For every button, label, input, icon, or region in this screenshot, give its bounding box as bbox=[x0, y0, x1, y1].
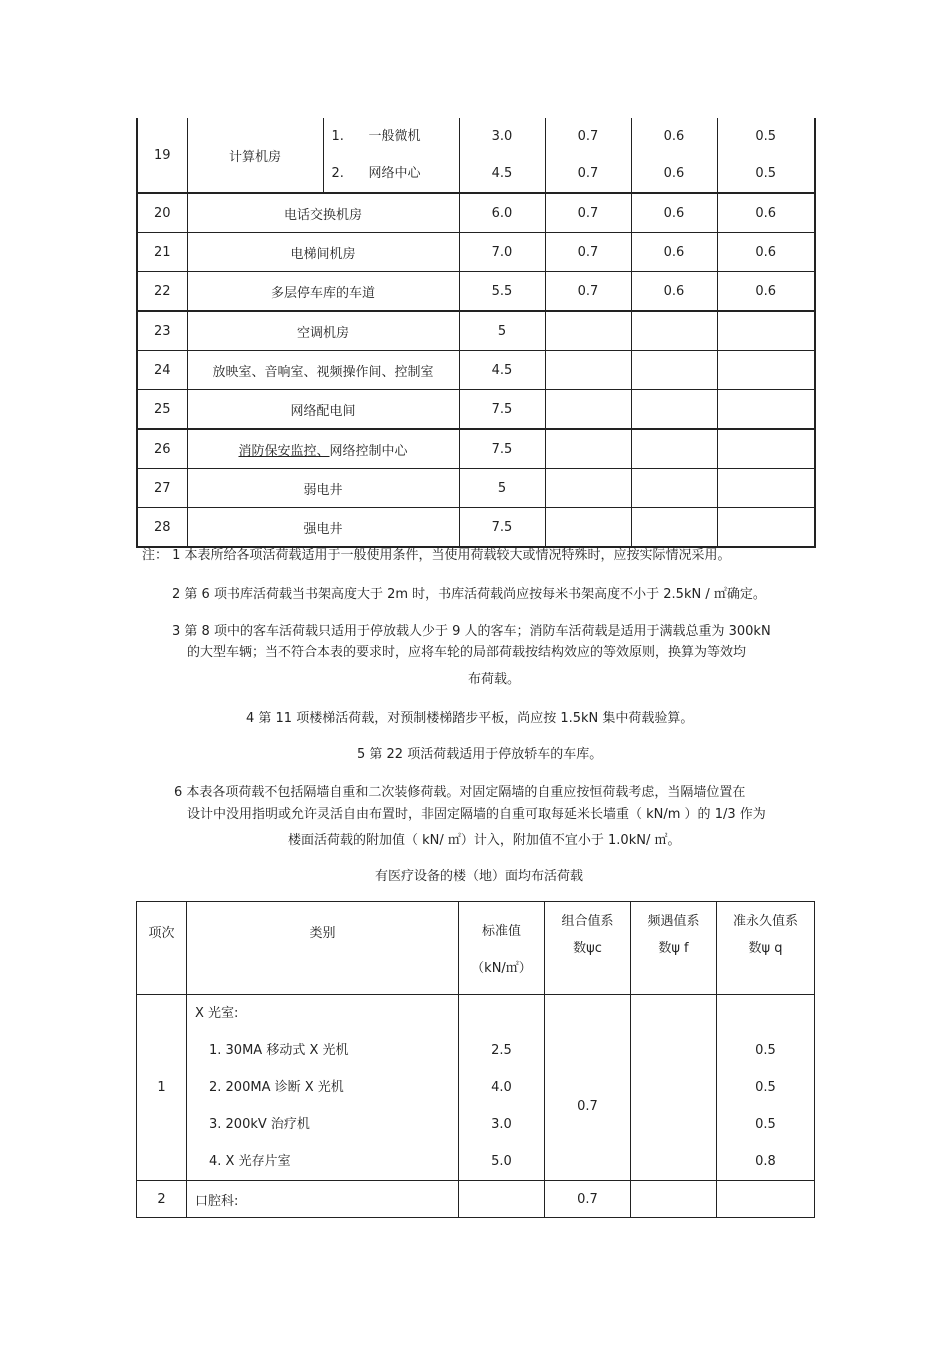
std-value: 6.0 bbox=[459, 193, 545, 233]
row-number: 22 bbox=[137, 272, 187, 312]
table-row bbox=[137, 429, 815, 469]
freq-coef bbox=[631, 311, 717, 351]
combo-coef bbox=[545, 311, 631, 351]
row-category: 网络配电间 bbox=[187, 390, 459, 430]
row-subitems bbox=[323, 118, 459, 193]
note-6-line-1: 6 本表各项荷载不包括隔墙自重和二次装修荷载。对固定隔墙的自重应按恒荷载考虑，当隔墙位置在 bbox=[174, 785, 746, 800]
note-6-line-2: 设计中没用指明或允许灵活自由布置时，非固定隔墙的自重可取每延米长墙重（ kN/m ）的 1/3 作为 bbox=[187, 807, 766, 822]
row-category: 强电井 bbox=[187, 508, 459, 548]
table-row bbox=[137, 390, 815, 430]
quasi-coef bbox=[717, 429, 815, 469]
note-4: 4 第 11 项楼梯活荷载，对预制楼梯踏步平板，尚应按 1.5kN 集中荷载验算。 bbox=[246, 711, 694, 726]
combo-coef: 0.7 bbox=[545, 1181, 631, 1218]
std-value: 7.5 bbox=[459, 508, 545, 548]
table-row bbox=[137, 995, 815, 1181]
table-row bbox=[137, 118, 815, 193]
combo-coef: 0.7 bbox=[545, 193, 631, 233]
freq-coef bbox=[631, 429, 717, 469]
row-number: 20 bbox=[137, 193, 187, 233]
note-3-line-3: 布荷载。 bbox=[468, 672, 521, 687]
note-6-line-3: 楼面活荷载的附加值（ kN/ ㎡）计入，附加值不宜小于 1.0kN/ ㎡。 bbox=[288, 833, 681, 848]
quasi-coef bbox=[717, 390, 815, 430]
row-category bbox=[187, 995, 459, 1181]
load-table-continued bbox=[136, 118, 816, 548]
freq-coef bbox=[631, 1181, 717, 1218]
item-label: 4. X 光存片室 bbox=[209, 1154, 291, 1169]
item-label: 3. 200kV 治疗机 bbox=[209, 1117, 310, 1132]
freq-coef: 0.6 0.6 bbox=[631, 118, 717, 193]
quasi-coef: 0.5 0.5 bbox=[717, 118, 815, 193]
category-heading: X 光室: bbox=[195, 1006, 239, 1021]
freq-coef bbox=[631, 508, 717, 548]
freq-coef: 0.6 bbox=[631, 272, 717, 312]
quasi-coef: 0.5 0.5 0.5 0.8 bbox=[717, 995, 815, 1181]
row-number: 25 bbox=[137, 390, 187, 430]
header-no: 项次 bbox=[137, 902, 187, 995]
quasi-coef: 0.6 bbox=[717, 233, 815, 272]
note-3-line-2: 的大型车辆；当不符合本表的要求时，应将车轮的局部荷载按结构效应的等效原则，换算为等效均 bbox=[187, 645, 747, 660]
header-std: 标准值 （kN/㎡） bbox=[459, 902, 545, 995]
row-number: 21 bbox=[137, 233, 187, 272]
freq-coef bbox=[631, 351, 717, 390]
row-number: 26 bbox=[137, 429, 187, 469]
quasi-coef bbox=[717, 508, 815, 548]
table-row bbox=[137, 508, 815, 548]
quasi-coef bbox=[717, 469, 815, 508]
std-value bbox=[459, 1181, 545, 1218]
combo-coef: 0.7 bbox=[545, 995, 631, 1181]
header-row bbox=[137, 902, 815, 995]
note-1: 注： 1 本表所给各项活荷载适用于一般使用条件，当使用荷载较大或情况特殊时，应按实际情况采用。 bbox=[142, 548, 731, 563]
item-label: 1. 30MA 移动式 X 光机 bbox=[209, 1043, 349, 1058]
row-category: 电话交换机房 bbox=[187, 193, 459, 233]
std-value: 4.5 bbox=[459, 351, 545, 390]
row-number: 2 bbox=[137, 1181, 187, 1218]
table-row bbox=[137, 351, 815, 390]
quasi-coef bbox=[717, 1181, 815, 1218]
row-number: 23 bbox=[137, 311, 187, 351]
header-freq: 频遇值系 数ψ f bbox=[631, 902, 717, 995]
header-quasi: 准永久值系 数ψ q bbox=[717, 902, 815, 995]
combo-coef: 0.7 bbox=[545, 233, 631, 272]
item-label: 2. 200MA 诊断 X 光机 bbox=[209, 1080, 344, 1095]
combo-coef: 0.7 0.7 bbox=[545, 118, 631, 193]
note-3-line-1: 3 第 8 项中的客车活荷载只适用于停放载人少于 9 人的客车；消防车活荷载是适用于满载总重为 300kN bbox=[172, 624, 771, 639]
row-category: 空调机房 bbox=[187, 311, 459, 351]
std-value: 7.5 bbox=[459, 390, 545, 430]
header-type: 类别 bbox=[187, 902, 459, 995]
freq-coef bbox=[631, 995, 717, 1181]
std-value: 7.0 bbox=[459, 233, 545, 272]
row-category: 多层停车库的车道 bbox=[187, 272, 459, 312]
row-category: 口腔科: bbox=[187, 1181, 459, 1218]
freq-coef bbox=[631, 390, 717, 430]
row-number: 19 bbox=[137, 118, 187, 193]
row-category: 弱电井 bbox=[187, 469, 459, 508]
quasi-coef: 0.6 bbox=[717, 193, 815, 233]
combo-coef bbox=[545, 469, 631, 508]
table-title: 有医疗设备的楼（地）面均布活荷载 bbox=[375, 869, 584, 884]
freq-coef: 0.6 bbox=[631, 233, 717, 272]
combo-coef: 0.7 bbox=[545, 272, 631, 312]
medical-load-table bbox=[136, 901, 815, 1218]
std-value: 3.0 4.5 bbox=[459, 118, 545, 193]
row-number: 28 bbox=[137, 508, 187, 548]
row-category: 消防保安监控、网络控制中心 bbox=[187, 429, 459, 469]
table-row bbox=[137, 469, 815, 508]
note-5: 5 第 22 项活荷载适用于停放轿车的车库。 bbox=[357, 747, 603, 762]
header-combo: 组合值系 数ψc bbox=[545, 902, 631, 995]
combo-coef bbox=[545, 390, 631, 430]
std-value: 5.5 bbox=[459, 272, 545, 312]
row-number: 1 bbox=[137, 995, 187, 1181]
freq-coef: 0.6 bbox=[631, 193, 717, 233]
quasi-coef bbox=[717, 311, 815, 351]
table-row bbox=[137, 233, 815, 272]
quasi-coef: 0.6 bbox=[717, 272, 815, 312]
std-value: 2.5 4.0 3.0 5.0 bbox=[459, 995, 545, 1181]
combo-coef bbox=[545, 351, 631, 390]
std-value: 7.5 bbox=[459, 429, 545, 469]
table-row bbox=[137, 311, 815, 351]
row-category: 放映室、音响室、视频操作间、控制室 bbox=[187, 351, 459, 390]
underlined-text: 消防保安监控、 bbox=[238, 443, 330, 459]
note-2: 2 第 6 项书库活荷载当书架高度大于 2m 时，书库活荷载尚应按每米书架高度不小于 2.5kN / ㎡确定。 bbox=[172, 587, 766, 602]
sub-label: 一般微机 bbox=[368, 129, 421, 144]
row-number: 24 bbox=[137, 351, 187, 390]
combo-coef bbox=[545, 508, 631, 548]
std-value: 5 bbox=[459, 469, 545, 508]
std-value: 5 bbox=[459, 311, 545, 351]
row-category: 电梯间机房 bbox=[187, 233, 459, 272]
sub-number: 1. bbox=[331, 129, 344, 144]
freq-coef bbox=[631, 469, 717, 508]
table-row bbox=[137, 1181, 815, 1218]
sub-number: 2. bbox=[331, 166, 344, 181]
row-category: 计算机房 bbox=[187, 118, 323, 193]
quasi-coef bbox=[717, 351, 815, 390]
sub-label: 网络中心 bbox=[368, 166, 421, 181]
table-row bbox=[137, 193, 815, 233]
row-number: 27 bbox=[137, 469, 187, 508]
combo-coef bbox=[545, 429, 631, 469]
table-row bbox=[137, 272, 815, 312]
